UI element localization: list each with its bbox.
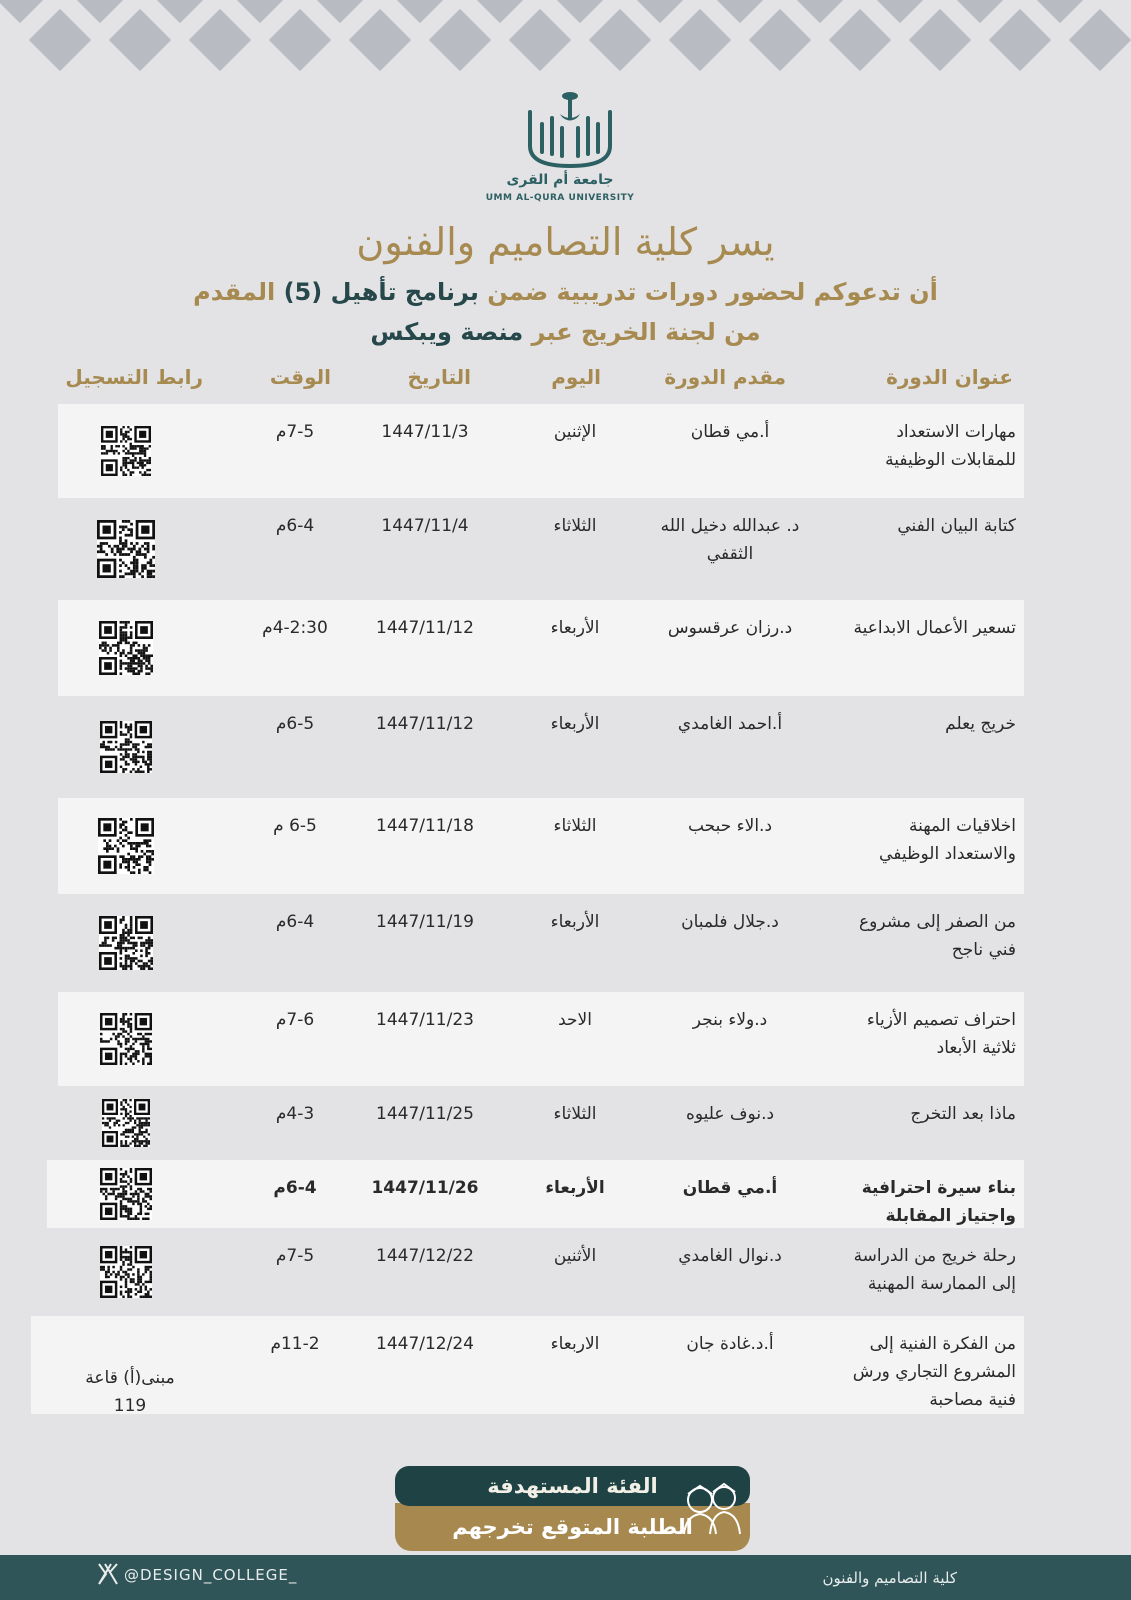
- course-time: 11-2م: [270, 1334, 320, 1354]
- course-presenter: د.ولاء بنجر: [692, 1010, 768, 1030]
- target-audience-value: الطلبة المتوقع تخرجهم: [395, 1503, 750, 1551]
- course-date: 1447/11/12: [376, 714, 474, 734]
- footer-college-name: كلية التصاميم والفنون: [822, 1569, 957, 1587]
- diamond-shape: [989, 9, 1051, 71]
- course-title: بناء سيرة احترافية واجتياز المقابلة: [861, 1178, 1016, 1226]
- course-date: 1447/11/26: [371, 1178, 479, 1198]
- diamond-shape: [789, 0, 851, 23]
- course-time: 6-4م: [275, 912, 315, 932]
- column-header-day: اليوم: [551, 365, 601, 389]
- diamond-shape: [669, 9, 731, 71]
- course-title: احتراف تصميم الأزياء ثلاثية الأبعاد: [866, 1010, 1016, 1058]
- course-date: 1447/11/25: [376, 1104, 474, 1124]
- course-title: رحلة خريج من الدراسة إلى الممارسة المهنية: [853, 1246, 1016, 1294]
- headline-invite: أن تدعوكم لحضور دورات تدريبية ضمن برنامج تأهيل (5) المقدم: [193, 278, 938, 306]
- course-day: الأثنين: [553, 1246, 597, 1266]
- course-date: 1447/11/18: [376, 816, 474, 836]
- diamond-shape: [869, 0, 931, 23]
- registration-qr-code[interactable]: [99, 621, 153, 679]
- diamond-shape: [149, 0, 211, 23]
- diamond-shape: [189, 9, 251, 71]
- course-time: 6-4م: [275, 516, 315, 536]
- course-date: 1447/11/3: [381, 422, 469, 442]
- diamond-shape: [229, 0, 291, 23]
- course-title: تسعير الأعمال الابداعية: [853, 618, 1016, 638]
- course-presenter: أ.د.غادة جان: [686, 1334, 774, 1354]
- diamond-shape: [69, 0, 131, 23]
- course-day: الأربعاء: [550, 912, 600, 932]
- diamond-shape: [909, 9, 971, 71]
- diamond-shape: [829, 9, 891, 71]
- diamond-pattern: [0, 0, 1131, 90]
- registration-qr-code[interactable]: [100, 1013, 152, 1069]
- diamond-shape: [509, 9, 571, 71]
- registration-location: مبنى(أ) قاعة 119: [85, 1368, 175, 1416]
- course-title: اخلاقيات المهنة والاستعداد الوظيفي: [879, 816, 1016, 864]
- diamond-shape: [949, 0, 1011, 23]
- diamond-shape: [589, 9, 651, 71]
- course-presenter: د.نوف عليوه: [685, 1104, 775, 1124]
- column-header-date: التاريخ: [407, 365, 471, 389]
- column-header-title: عنوان الدورة: [886, 365, 1013, 389]
- diamond-shape: [469, 0, 531, 23]
- course-day: الأربعاء: [545, 1178, 605, 1198]
- diamond-shape: [629, 0, 691, 23]
- registration-qr-code[interactable]: [97, 520, 155, 582]
- course-day: الاحد: [558, 1010, 592, 1030]
- course-title: من الصفر إلى مشروع فني ناجح: [859, 912, 1016, 960]
- column-header-registration: رابط التسجيل: [65, 365, 203, 389]
- course-title: مهارات الاستعداد للمقابلات الوظيفية: [885, 422, 1016, 470]
- social-handle[interactable]: @DESIGN_COLLEGE_: [124, 1566, 298, 1584]
- course-time: 7-5م: [275, 1246, 315, 1266]
- course-presenter: د. عبدالله دخيل الله الثقفي: [660, 516, 800, 564]
- registration-qr-code[interactable]: [98, 818, 154, 878]
- diamond-shape: [29, 9, 91, 71]
- course-presenter: د.الاء حبحب: [687, 816, 773, 836]
- university-logo: [500, 84, 640, 210]
- registration-qr-code[interactable]: [100, 1246, 152, 1302]
- course-day: الثلاثاء: [553, 1104, 597, 1124]
- course-title: كتابة البيان الفني: [897, 516, 1016, 536]
- course-time: 6-5م: [275, 714, 315, 734]
- column-header-presenter: مقدم الدورة: [664, 365, 786, 389]
- graduates-icon: [676, 1470, 746, 1536]
- course-presenter: د.رزان عرقسوس: [667, 618, 793, 638]
- diamond-shape: [349, 9, 411, 71]
- registration-qr-code[interactable]: [99, 916, 153, 974]
- course-date: 1447/11/23: [376, 1010, 474, 1030]
- university-name-ar: جامعة أم القرى: [506, 172, 614, 188]
- course-day: الأربعاء: [550, 714, 600, 734]
- course-presenter: أ.احمد الغامدي: [677, 714, 783, 734]
- course-presenter: د.نوال الغامدي: [678, 1246, 782, 1266]
- x-logo-icon: [96, 1562, 120, 1586]
- headline-platform: من لجنة الخريج عبر منصة ويبكس: [370, 318, 761, 346]
- course-time: 6-4م: [273, 1178, 317, 1198]
- diamond-shape: [749, 9, 811, 71]
- course-title: ماذا بعد التخرج: [910, 1104, 1016, 1124]
- course-title: خريج يعلم: [945, 714, 1016, 734]
- target-audience-label: الفئة المستهدفة: [395, 1466, 750, 1506]
- course-day: الاربعاء: [550, 1334, 600, 1354]
- course-time: 4-3م: [275, 1104, 315, 1124]
- course-title: من الفكرة الفنية إلى المشروع التجاري ورش فنية مصاحبة: [852, 1334, 1016, 1410]
- course-date: 1447/11/4: [381, 516, 469, 536]
- course-presenter: أ.مي قطان: [690, 422, 770, 442]
- course-day: الثلاثاء: [553, 516, 597, 536]
- course-date: 1447/11/19: [376, 912, 474, 932]
- course-presenter: أ.مي قطان: [682, 1178, 778, 1198]
- diamond-shape: [109, 9, 171, 71]
- university-name-en: UMM AL-QURA UNIVERSITY: [485, 193, 635, 203]
- course-date: 1447/11/12: [376, 618, 474, 638]
- course-presenter: د.جلال فلمبان: [681, 912, 779, 932]
- headline-main: يسر كلية التصاميم والفنون: [356, 220, 775, 264]
- course-time: 7-6م: [275, 1010, 315, 1030]
- diamond-shape: [429, 9, 491, 71]
- diamond-shape: [0, 0, 51, 23]
- diamond-shape: [1069, 9, 1131, 71]
- diamond-shape: [1029, 0, 1091, 23]
- diamond-shape: [709, 0, 771, 23]
- course-day: الأربعاء: [550, 618, 600, 638]
- registration-qr-code[interactable]: [102, 1099, 150, 1151]
- column-header-time: الوقت: [269, 365, 331, 389]
- registration-qr-code[interactable]: [100, 721, 152, 777]
- course-time: 7-5م: [275, 422, 315, 442]
- course-day: الثلاثاء: [553, 816, 597, 836]
- diamond-shape: [269, 9, 331, 71]
- registration-qr-code[interactable]: [100, 1168, 152, 1224]
- diamond-shape: [309, 0, 371, 23]
- course-date: 1447/12/22: [376, 1246, 474, 1266]
- course-time: 4-2:30م: [262, 618, 328, 638]
- course-day: الإثنين: [553, 422, 597, 442]
- course-date: 1447/12/24: [376, 1334, 474, 1354]
- registration-qr-code[interactable]: [101, 426, 151, 480]
- course-time: 6-5 م: [273, 816, 317, 836]
- diamond-shape: [549, 0, 611, 23]
- diamond-shape: [389, 0, 451, 23]
